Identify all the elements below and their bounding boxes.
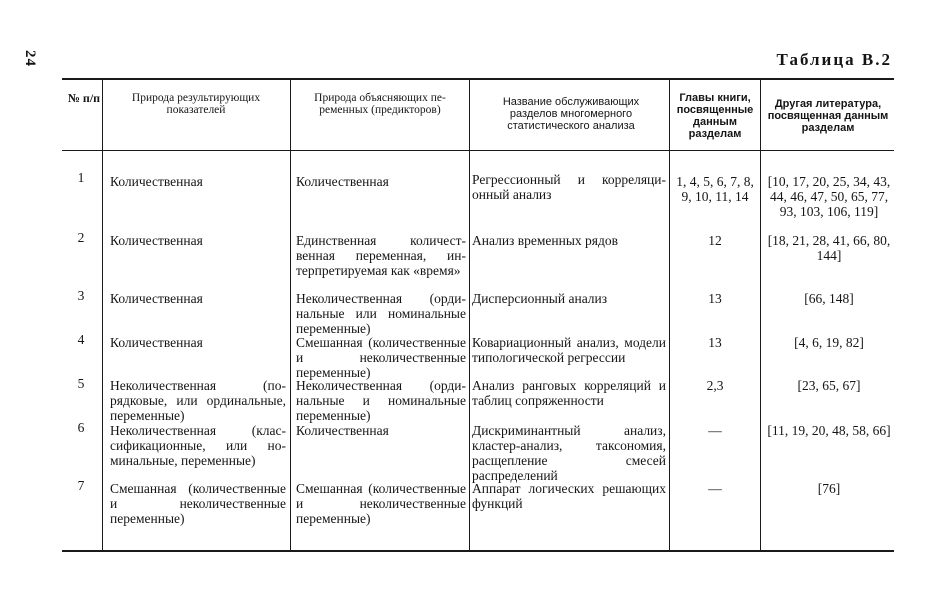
- cell-explanatory: Количественная: [296, 174, 389, 189]
- cell-literature: [76]: [817, 481, 841, 496]
- cell-chapters: 12: [708, 233, 722, 248]
- cell-section: Аппарат логических решающих функций: [472, 481, 666, 511]
- cell-resulting: Неколичественная (классификационные, или номинальные, переменные): [110, 423, 286, 468]
- cell-chapters: —: [708, 481, 722, 496]
- cell-chapters: 13: [708, 335, 722, 350]
- row-number: 3: [77, 288, 85, 303]
- cell-chapters: 2,3: [706, 378, 724, 393]
- cell-resulting: Неколичественная (порядковые, или ординальные, переменные): [110, 378, 286, 423]
- cell-literature: [18, 21, 28, 41, 66, 80, 144]: [767, 233, 891, 263]
- cell-explanatory: Смешанная (количественные и неколичественные переменные): [296, 481, 466, 526]
- cell-section: Дисперсионный анализ: [472, 291, 608, 306]
- cell-explanatory: Смешанная (количественные и неколичественные переменные): [296, 335, 466, 380]
- cell-literature: [4, 6, 19, 82]: [794, 335, 864, 350]
- header-num: № п/п: [67, 91, 101, 105]
- table-bottom-rule: [62, 550, 894, 552]
- column-divider: [760, 80, 761, 550]
- row-number: 4: [77, 332, 85, 347]
- header-chapters: Главы книги, посвященные данным разделам: [676, 92, 754, 140]
- cell-section: Регрессионный и корреляционный анализ: [472, 172, 666, 202]
- column-divider: [102, 80, 103, 550]
- column-divider: [469, 80, 470, 550]
- cell-resulting: Количественная: [110, 233, 203, 248]
- cell-resulting: Количественная: [110, 291, 203, 306]
- cell-literature: [11, 19, 20, 48, 58, 66]: [767, 423, 891, 438]
- cell-chapters: 13: [708, 291, 722, 306]
- cell-section: Ковариационный анализ, модели типологической регрессии: [472, 335, 666, 365]
- cell-resulting: Количественная: [110, 174, 203, 189]
- table-top-rule: [62, 78, 894, 80]
- cell-section: Анализ ранговых корреляций и таблиц сопряженности: [472, 378, 666, 408]
- row-number: 1: [77, 170, 85, 185]
- cell-literature: [10, 17, 20, 25, 34, 43, 44, 46, 47, 50, 65, 77, 93, 103, 106, 119]: [767, 174, 891, 219]
- cell-literature: [23, 65, 67]: [797, 378, 861, 393]
- row-number: 7: [77, 478, 85, 493]
- row-number: 2: [77, 230, 85, 245]
- page-number: 24: [22, 50, 38, 67]
- cell-chapters: 1, 4, 5, 6, 7, 8, 9, 10, 11, 14: [676, 174, 754, 204]
- cell-explanatory: Неколичественная (ординальные и номинальные переменные): [296, 378, 466, 423]
- cell-section: Дискриминантный анализ, кластер-анализ, таксономия, расщепление смесей распределений: [472, 423, 666, 483]
- header-resulting: Природа результирующих показателей: [131, 92, 261, 116]
- cell-explanatory: Количественная: [296, 423, 389, 438]
- row-number: 5: [77, 376, 85, 391]
- header-explanatory: Природа объясняющих переменных (предикторов): [314, 92, 446, 116]
- header-literature: Другая литература, посвященная данным разделам: [767, 98, 889, 134]
- cell-resulting: Смешанная (количественные и неколичественные переменные): [110, 481, 286, 526]
- table-caption: Таблица В.2: [776, 50, 892, 69]
- cell-section: Анализ временных рядов: [472, 233, 619, 248]
- cell-explanatory: Неколичественная (ординальные или номинальные переменные): [296, 291, 466, 336]
- cell-explanatory: Единственная количественная переменная, интерпретируемая как «время»: [296, 233, 466, 278]
- table-header-rule: [62, 150, 894, 151]
- cell-literature: [66, 148]: [804, 291, 854, 306]
- column-divider: [669, 80, 670, 550]
- column-divider: [290, 80, 291, 550]
- cell-chapters: —: [708, 423, 722, 438]
- header-section: Название обслуживающих разделов многомерного статистического анализа: [502, 96, 640, 132]
- cell-resulting: Количественная: [110, 335, 203, 350]
- row-number: 6: [77, 420, 85, 435]
